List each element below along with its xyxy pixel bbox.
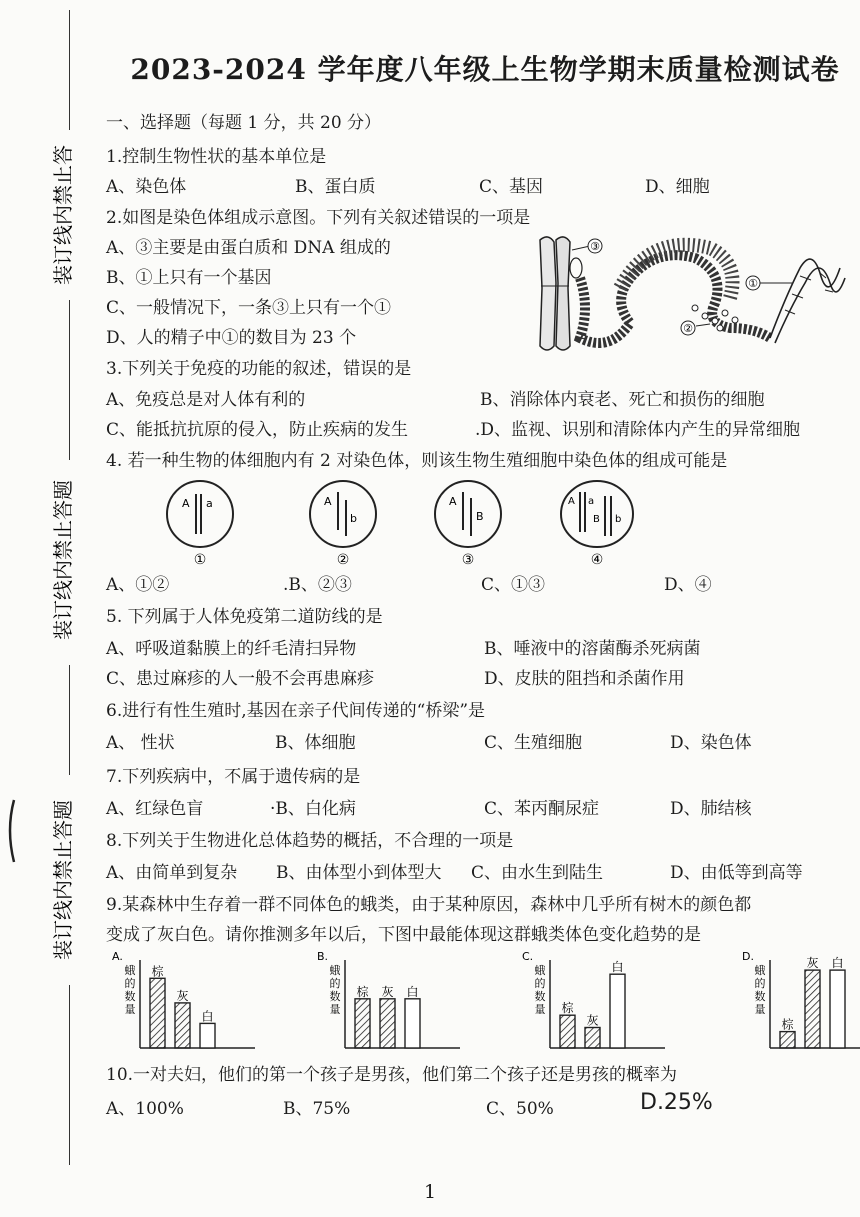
- cell-1-gene-1: A: [182, 497, 190, 510]
- cell-3: [435, 481, 501, 568]
- q1-option-d: D、细胞: [645, 177, 710, 197]
- chart-0-bar-0: [150, 978, 165, 1048]
- q2-option-a: A、③主要是由蛋白质和 DNA 组成的: [106, 238, 391, 258]
- q2-option-c: C、一般情况下，一条③上只有一个①: [106, 298, 392, 318]
- q6-option-a: A、 性状: [106, 733, 175, 753]
- fig2-label-3: ③: [590, 240, 600, 253]
- fig2-label-2: ②: [683, 322, 693, 335]
- q3-option-b: B、消除体内衰老、死亡和损伤的细胞: [480, 390, 765, 410]
- binding-text-2: 装订线内禁止答题: [51, 480, 75, 640]
- q1-option-b: B、蛋白质: [295, 177, 376, 197]
- staple-mark: [10, 800, 14, 862]
- chart-2-bar-label-0: 棕: [561, 1001, 574, 1016]
- page-number: 1: [423, 1181, 437, 1203]
- q10-option-b: B、75%: [283, 1099, 351, 1119]
- cell-4-gene-1: A: [568, 496, 575, 507]
- chart-3-bar-label-2: 白: [831, 956, 844, 971]
- chart-0-bar-label-1: 灰: [176, 988, 189, 1003]
- chart-0-bar-label-2: 白: [201, 1009, 214, 1024]
- chromosome-diagram: [520, 228, 850, 358]
- q4-option-b: .B、②③: [283, 575, 352, 595]
- chart-3-bar-1: [805, 970, 820, 1048]
- question-3: 3.下列关于免疫的功能的叙述，错误的是: [106, 359, 412, 379]
- q1-option-a: A、染色体: [106, 177, 187, 197]
- q5-option-d: D、皮肤的阻挡和杀菌作用: [484, 669, 685, 689]
- question-7: 7.下列疾病中，不属于遗传病的是: [106, 767, 361, 787]
- page-title: 2023-2024 学年度八年级上生物学期末质量检测试卷: [130, 53, 840, 86]
- cell-2-gene-2: b: [350, 512, 357, 525]
- chart-1-bar-2: [405, 999, 420, 1048]
- chart-0-bar-1: [175, 1003, 190, 1048]
- chart-3-bar-0: [780, 1032, 795, 1048]
- cell-3-number: ③: [461, 552, 475, 568]
- chart-1-bar-label-2: 白: [406, 984, 419, 999]
- chart-0-ylabel: 蛾的数量: [124, 964, 136, 1016]
- chart-2-bar-label-1: 灰: [586, 1013, 599, 1028]
- binding-text-1: 装订线内禁止答: [51, 145, 75, 285]
- q8-option-a: A、由简单到复杂: [106, 863, 238, 883]
- q2-option-b: B、①上只有一个基因: [106, 268, 272, 288]
- binding-margin: [0, 0, 100, 1217]
- q7-option-b: ·B、白化病: [270, 799, 356, 819]
- question-4: 4. 若一种生物的体细胞内有 2 对染色体，则该生物生殖细胞中染色体的组成可能是: [106, 451, 728, 471]
- q7-option-a: A、红绿色盲: [106, 799, 204, 819]
- question-10: 10.一对夫妇，他们的第一个孩子是男孩，他们第二个孩子还是男孩的概率为: [106, 1065, 678, 1085]
- chart-1-label: B.: [317, 950, 329, 963]
- q2-option-d: D、人的精子中①的数目为 23 个: [106, 328, 357, 348]
- question-9-line-2: 变成了灰白色。请你推测多年以后，下图中最能体现这群蛾类体色变化趋势的是: [106, 925, 701, 945]
- q10-option-a: A、100%: [106, 1099, 184, 1119]
- cell-4-gene-4: b: [615, 514, 622, 525]
- cell-1-gene-2: a: [206, 497, 213, 510]
- q5-option-a: A、呼吸道黏膜上的纤毛清扫异物: [106, 639, 357, 659]
- q3-option-a: A、免疫总是对人体有利的: [106, 390, 306, 410]
- q3-option-d: .D、监视、识别和清除体内产生的异常细胞: [475, 420, 801, 440]
- cell-4-gene-2: a: [588, 496, 595, 507]
- q5-option-c: C、患过麻疹的人一般不会再患麻疹: [106, 669, 375, 689]
- moth-color-charts: [100, 948, 860, 1058]
- chart-1-bar-0: [355, 999, 370, 1048]
- fig2-label-1: ①: [748, 277, 758, 290]
- chart-0-bar-2: [200, 1023, 215, 1048]
- q6-option-b: B、体细胞: [275, 733, 356, 753]
- q7-option-c: C、苯丙酮尿症: [484, 799, 600, 819]
- q8-option-d: D、由低等到高等: [670, 863, 803, 883]
- q6-option-c: C、生殖细胞: [484, 733, 583, 753]
- q6-option-d: D、染色体: [670, 733, 752, 753]
- q10-option-c: C、50%: [486, 1099, 554, 1119]
- chart-3-bar-label-0: 棕: [781, 1017, 794, 1032]
- chart-0-label: A.: [112, 950, 123, 963]
- cell-4: [561, 481, 633, 568]
- cell-1: [167, 481, 233, 568]
- q4-option-a: A、①②: [106, 575, 170, 595]
- chart-2-bar-0: [560, 1015, 575, 1048]
- question-8: 8.下列关于生物进化总体趋势的概括，不合理的一项是: [106, 831, 514, 851]
- q8-option-c: C、由水生到陆生: [471, 863, 604, 883]
- chart-3-bar-label-1: 灰: [806, 956, 819, 971]
- chart-2-bar-2: [610, 974, 625, 1048]
- q10-option-d: D.25%: [640, 1090, 713, 1115]
- cell-3-gene-2: B: [476, 510, 484, 523]
- chart-3-ylabel: 蛾的数量: [754, 964, 766, 1016]
- q4-option-d: D、④: [664, 575, 712, 595]
- q4-option-c: C、①③: [481, 575, 546, 595]
- chart-2-label: C.: [522, 950, 534, 963]
- cell-1-number: ①: [193, 552, 207, 568]
- cell-3-gene-1: A: [449, 495, 457, 508]
- cell-2-number: ②: [336, 552, 350, 568]
- chart-0-bar-label-0: 棕: [151, 964, 164, 979]
- cell-4-number: ④: [590, 552, 604, 568]
- question-6: 6.进行有性生殖时,基因在亲子代间传递的“桥梁”是: [106, 701, 486, 721]
- q8-option-b: B、由体型小到体型大: [276, 863, 442, 883]
- binding-text-3: 装订线内禁止答题: [51, 800, 75, 960]
- chart-3-bar-2: [830, 970, 845, 1048]
- cell-diagrams: [160, 476, 660, 576]
- chart-3-label: D.: [742, 950, 754, 963]
- q5-option-b: B、唾液中的溶菌酶杀死病菌: [484, 639, 701, 659]
- cell-4-gene-3: B: [593, 514, 600, 525]
- chart-1-bar-1: [380, 999, 395, 1048]
- chart-2-bar-1: [585, 1028, 600, 1049]
- question-1: 1.控制生物性状的基本单位是: [106, 147, 327, 167]
- cell-2: [310, 481, 376, 568]
- chart-2-ylabel: 蛾的数量: [534, 964, 546, 1016]
- q1-option-c: C、基因: [479, 177, 544, 197]
- binding-text-layer: [0, 0, 100, 1217]
- question-9: 9.某森林中生存着一群不同体色的蛾类，由于某种原因，森林中几乎所有树木的颜色都: [106, 895, 752, 915]
- q7-option-d: D、肺结核: [670, 799, 752, 819]
- question-2: 2.如图是染色体组成示意图。下列有关叙述错误的一项是: [106, 208, 531, 228]
- question-5: 5. 下列属于人体免疫第二道防线的是: [106, 607, 383, 627]
- section-heading: 一、选择题（每题 1 分，共 20 分）: [106, 113, 382, 133]
- cell-2-gene-1: A: [324, 495, 332, 508]
- q3-option-c: C、能抵抗抗原的侵入，防止疾病的发生: [106, 420, 409, 440]
- chart-1-ylabel: 蛾的数量: [329, 964, 341, 1016]
- chart-1-bar-label-1: 灰: [381, 984, 394, 999]
- chart-2-bar-label-2: 白: [611, 960, 624, 975]
- chart-1-bar-label-0: 棕: [356, 984, 369, 999]
